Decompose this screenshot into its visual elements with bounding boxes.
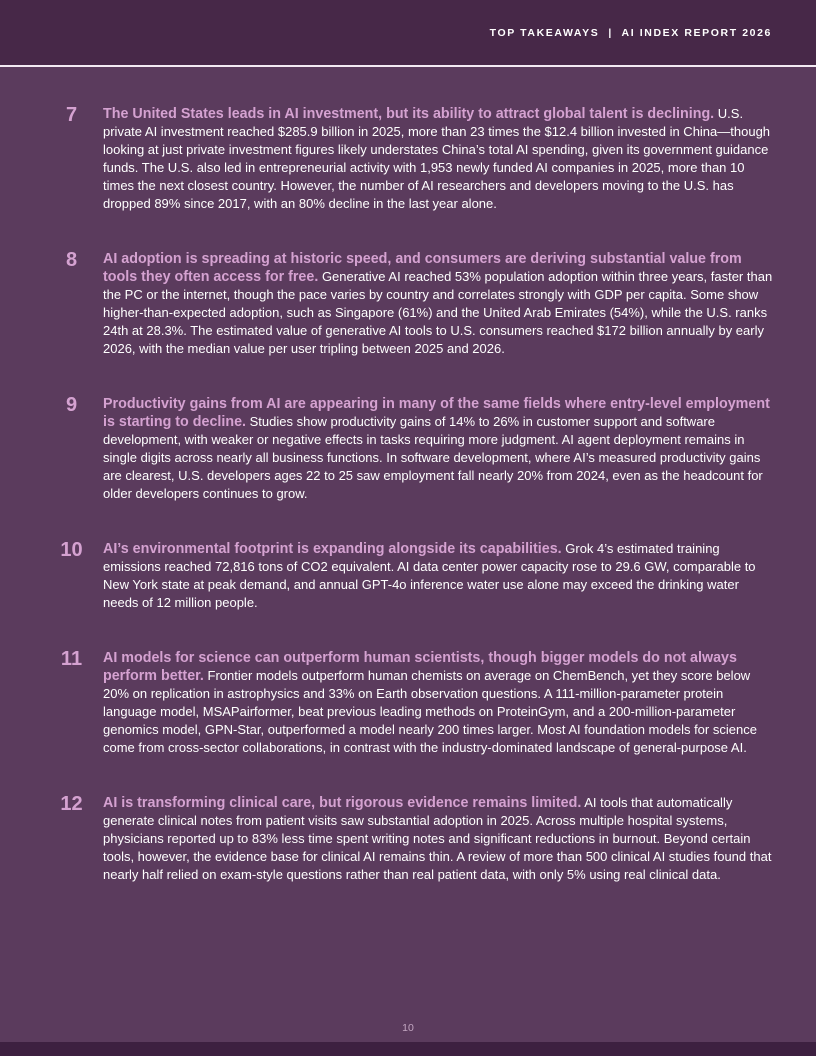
takeaway-item-12 [40,794,775,884]
takeaway-headline: The United States leads in AI investment, but its ability to attract global talent is declining. [103,106,715,122]
takeaway-headline: AI models for science can outperform human scientists, though bigger models do not always perform better. [103,650,737,684]
takeaway-item-8 [40,250,775,358]
takeaway-number: 11 [60,648,83,670]
takeaway-item-10 [40,540,775,612]
takeaway-item-7 [40,105,775,213]
takeaway-text [103,250,775,358]
takeaway-body: Generative AI reached 53% population adoption within three years, faster than the PC or the internet, though the pace varies by country and correlates strongly with GDP per capita. Some show higher-than-expected adoption, such as Singapore (61%) and the United Arab Emirates (54%), while the U.S. ranks 24th at 28.3%. The estimated value of generative AI tools to U.S. consumers reached $172 billion annually by early 2026, with the median value per user tripling between 2025 and 2026. [103,269,773,356]
takeaway-item-9 [40,395,775,503]
takeaway-text [103,395,775,503]
takeaway-body: Studies show productivity gains of 14% to 26% in customer support and software development, with weaker or negative effects in tasks requiring more judgment. AI agent deployment remains in single digits across nearly all business functions. In software development, where AI’s measured productivity gains are clearest, U.S. developers ages 22 to 25 saw employment fall nearly 20% from 2024, even as the headcount for older developers continues to grow. [103,414,763,501]
header-bar [0,0,816,67]
takeaway-text [103,794,775,884]
takeaway-body: U.S. private AI investment reached $285.9 billion in 2025, more than 23 times the $12.4 billion invested in China—though looking at just private investment figures likely understates China’s total AI spending, given its government guidance funds. The U.S. also led in entrepreneurial activity with 1,953 newly funded AI companies in 2025, more than 10 times the next closest country. However, the number of AI researchers and developers moving to the U.S. has dropped 89% since 2017, with an 80% decline in the last year alone. [103,106,771,211]
takeaway-item-11 [40,649,775,757]
takeaway-body: Frontier models outperform human chemists on average on ChemBench, yet they score below 20% on replication in astrophysics and 33% on Earth observation questions. A 111-million-parameter protein language model, MSAPairformer, beat previous leading methods on ProteinGym, and a 200-million-parameter genomics model, GPN-Star, outperformed a model nearly 200 times larger. Most AI foundation models for science come from cross-sector collaborations, in contrast with the industry-dominated landscape of general-purpose AI. [103,668,757,755]
takeaway-number: 12 [60,793,83,815]
takeaway-headline: AI is transforming clinical care, but rigorous evidence remains limited. [103,795,582,811]
takeaway-body: Grok 4’s estimated training emissions reached 72,816 tons of CO2 equivalent. AI data center power capacity rose to 29.6 GW, comparable to New York state at peak demand, and annual GPT-4o inference water use alone may exceed the drinking water needs of 12 million people. [103,541,756,610]
takeaway-number: 9 [65,394,78,416]
takeaway-text [103,649,775,757]
takeaway-number: 7 [65,104,78,126]
bottom-band [0,1042,816,1056]
takeaway-number: 8 [65,249,78,271]
takeaway-headline: Productivity gains from AI are appearing in many of the same fields where entry-level employment is starting to decline. [103,396,770,430]
takeaway-headline: AI adoption is spreading at historic speed, and consumers are deriving substantial value from tools they often access for free. [103,251,742,285]
takeaways-list [0,67,816,884]
takeaway-number: 10 [60,539,83,561]
page-number: 10 [402,1022,414,1034]
header-title: TOP TAKEAWAYS | AI INDEX REPORT 2026 [489,26,772,39]
takeaway-text [103,540,775,612]
takeaway-text [103,105,775,213]
takeaway-headline: AI’s environmental footprint is expanding alongside its capabilities. [103,541,562,557]
takeaway-body: AI tools that automatically generate clinical notes from patient visits saw substantial adoption in 2025. Across multiple hospital systems, physicians reported up to 83% less time spent writing notes and significant reductions in burnout. Beyond certain tools, however, the evidence base for clinical AI remains thin. A review of more than 500 clinical AI studies found that nearly half relied on exam-style questions rather than real patient data, with only 5% using real clinical data. [103,795,772,882]
